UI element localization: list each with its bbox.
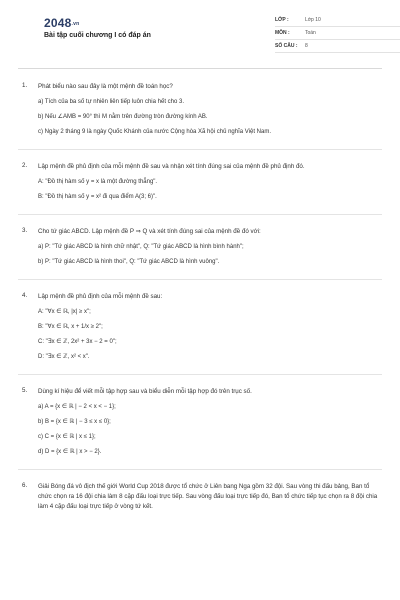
question-item: b) B = {x ∈ ℝ | − 3 ≤ x ≤ 0}; [38, 419, 111, 425]
question-text: Lập mệnh đề phủ định của mỗi mệnh đề sau: [38, 293, 163, 300]
question-4 [22, 292, 378, 362]
question-item: b) Nếu ∠AMB = 90° thì M nằm trên đường tròn đường kính AB. [38, 114, 208, 120]
question-divider [18, 214, 382, 215]
meta-label: SỐ CÂU : [275, 43, 298, 49]
question-item: a) A = {x ∈ ℝ | − 2 < x < − 1}; [38, 404, 116, 410]
question-number: 4. [22, 292, 28, 299]
question-text: Cho tứ giác ABCD. Lập mệnh đề P ⇒ Q và xét tính đúng sai của mệnh đề đó với: [38, 228, 261, 235]
question-number: 6. [22, 482, 28, 489]
question-list [22, 82, 378, 524]
meta-table [275, 14, 400, 53]
question-divider [18, 469, 382, 470]
meta-row-subject [275, 27, 400, 40]
question-text: Giải Bóng đá vô địch thế giới World Cup 2018 được tổ chức ở Liên bang Nga gồm 32 đội. Sau vòng thi đấu bảng, Ban tổ chức chọn ra 16 đội chia làm 8 cặp đấu loại trực tiếp. Sau vòng đấu loại trực tiếp đó, Ban tổ chức tiếp tục chọn ra 8 đội chia làm 4 cặp đấu loại trực tiếp ở vòng tứ kết. [38, 483, 378, 510]
header-divider [18, 68, 382, 69]
site-logo[interactable] [44, 16, 79, 30]
question-item: a) P: "Tứ giác ABCD là hình chữ nhật", Q: "Tứ giác ABCD là hình bình hành"; [38, 244, 244, 250]
question-item: B: "Đồ thị hàm số y = x² đi qua điểm A(3; 6)". [38, 194, 157, 200]
question-item: A: "∀x ∈ ℝ, |x| ≥ x"; [38, 309, 91, 315]
question-5 [22, 387, 378, 457]
document-header [22, 0, 378, 62]
logo-number: 2048 [44, 16, 72, 30]
question-divider [18, 374, 382, 375]
question-number: 3. [22, 227, 28, 234]
meta-row-class [275, 14, 400, 27]
document-title: Bài tập cuối chương I có đáp án [44, 32, 151, 39]
question-item: B: "∀x ∈ ℝ, x + 1/x ≥ 2"; [38, 324, 103, 330]
meta-value: Lớp 10 [305, 17, 321, 23]
question-3 [22, 227, 378, 267]
meta-value: 8 [305, 43, 308, 49]
question-item: b) P: "Tứ giác ABCD là hình thoi", Q: "Tứ giác ABCD là hình vuông". [38, 259, 220, 265]
question-item: A: "Đồ thị hàm số y = x là một đường thẳng". [38, 179, 158, 185]
meta-value: Toán [305, 30, 316, 36]
question-divider [18, 149, 382, 150]
question-item: d) D = {x ∈ ℝ | x > − 2}. [38, 449, 102, 455]
question-text: Phát biểu nào sau đây là một mệnh đề toán học? [38, 83, 173, 90]
question-text: Lập mệnh đề phủ định của mỗi mệnh đề sau và nhận xét tính đúng sai của mệnh đề phủ định đó. [38, 163, 305, 170]
question-item: c) Ngày 2 tháng 9 là ngày Quốc Khánh của nước Cộng hòa Xã hội chủ nghĩa Việt Nam. [38, 129, 271, 135]
question-1 [22, 82, 378, 137]
question-text: Dùng kí hiệu để viết mỗi tập hợp sau và biểu diễn mỗi tập hợp đó trên trục số. [38, 388, 252, 395]
question-item: c) C = {x ∈ ℝ | x ≤ 1}; [38, 434, 96, 440]
question-divider [18, 279, 382, 280]
question-item: a) Tích của ba số tự nhiên liên tiếp luôn chia hết cho 3. [38, 99, 184, 105]
question-item: C: "∃x ∈ ℤ, 2x² + 3x − 2 = 0"; [38, 339, 117, 345]
question-number: 5. [22, 387, 28, 394]
meta-label: MÔN : [275, 30, 290, 36]
meta-row-count [275, 40, 400, 53]
question-6 [22, 482, 378, 512]
question-number: 2. [22, 162, 28, 169]
question-2 [22, 162, 378, 202]
question-number: 1. [22, 82, 28, 89]
logo-suffix: .vn [71, 20, 80, 27]
question-item: D: "∃x ∈ ℤ, x² < x". [38, 354, 90, 360]
meta-label: LỚP : [275, 17, 289, 23]
